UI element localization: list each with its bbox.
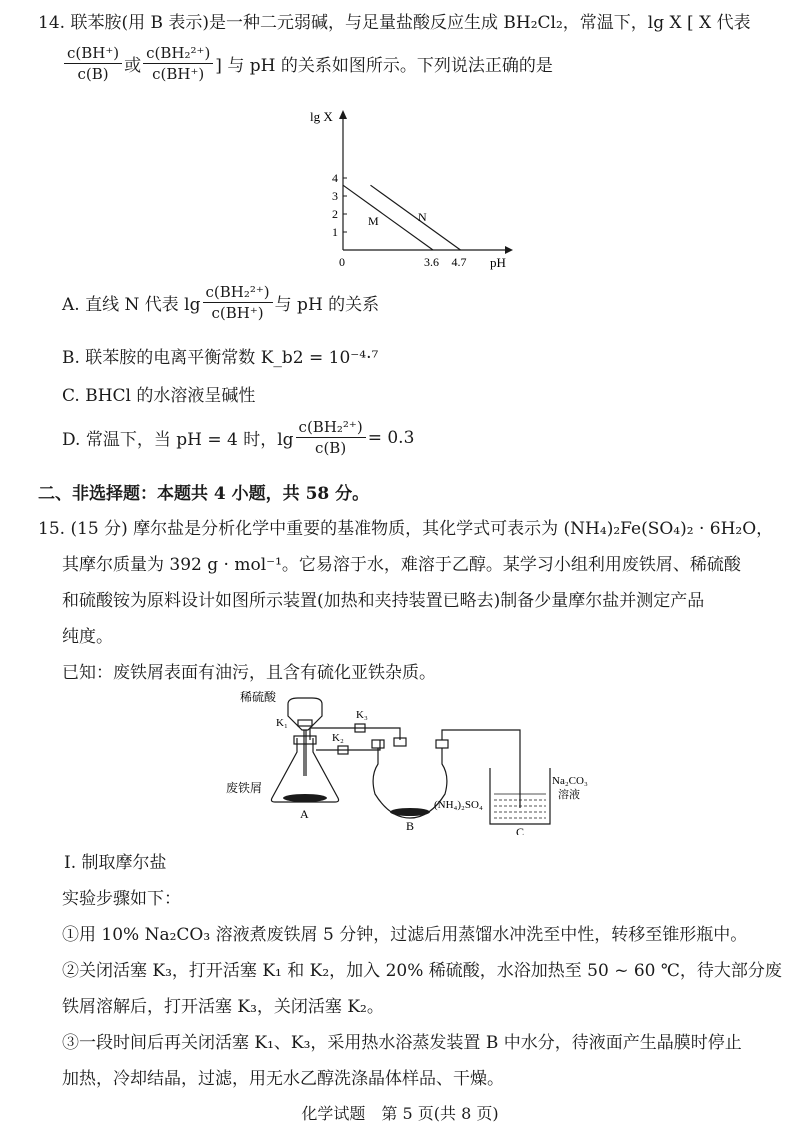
fraction-denominator: c(BH⁺)	[211, 304, 264, 322]
ammonium-sulfate-solution	[390, 808, 430, 816]
q14-line2-tail: ] 与 pH 的关系如图所示。下列说法正确的是	[215, 56, 553, 76]
series-label-n: N	[418, 210, 427, 225]
ammonium-label: (NH₄)₂SO₄	[434, 799, 483, 811]
y-axis-arrow	[339, 110, 347, 119]
k1-valve[interactable]	[298, 720, 312, 726]
label-b: B	[406, 819, 415, 833]
y-tick-label: 4	[332, 171, 338, 185]
option-b: B. 联苯胺的电离平衡常数 K_b2 = 10⁻⁴·⁷	[62, 348, 379, 368]
steps-title: 实验步骤如下：	[62, 889, 181, 909]
option-c: C. BHCl 的水溶液呈碱性	[62, 386, 256, 406]
x-tick-label: 3.6	[424, 255, 439, 269]
series-line-n	[371, 185, 461, 250]
q14-line1: 14. 联苯胺(用 B 表示)是一种二元弱碱，与足量盐酸反应生成 BH₂Cl₂，常温下，lg X [ X 代表	[38, 13, 751, 33]
x-axis-arrow	[505, 246, 513, 254]
x-tick-label: 4.7	[451, 255, 467, 269]
option-d-fraction	[296, 418, 366, 457]
flask-a	[271, 738, 338, 802]
q15-line4: 纯度。	[62, 627, 113, 647]
y-tick-label: 3	[332, 189, 338, 203]
step3-line1: ③一段时间后再关闭活塞 K₁、K₃，采用热水浴蒸发装置 B 中水分，待液面产生晶膜时停止	[62, 1033, 742, 1053]
fraction-denominator: c(B)	[77, 65, 109, 83]
option-d	[62, 418, 414, 457]
fraction-bh-over-b	[64, 44, 122, 83]
series-label-m: M	[368, 213, 379, 228]
separatory-funnel	[288, 698, 322, 730]
scrap-label: 废铁屑	[226, 781, 263, 795]
label-a: A	[300, 807, 309, 821]
q15-line1: 15. (15 分) 摩尔盐是分析化学中重要的基准物质，其化学式可表示为 (NH₄)₂Fe(SO₄)₂ · 6H₂O，	[38, 519, 774, 539]
part1-heading: Ⅰ. 制取摩尔盐	[64, 853, 167, 873]
apparatus-diagram	[220, 690, 600, 835]
na2co3-label: Na₂CO₃	[552, 775, 588, 787]
x-tick-label: 0	[339, 255, 345, 269]
option-a	[62, 283, 379, 322]
dilute-acid-label: 稀硫酸	[240, 690, 277, 704]
y-tick-label: 2	[332, 207, 338, 221]
q15-known: 已知：废铁屑表面有油污，且含有硫化亚铁杂质。	[62, 663, 436, 683]
y-axis-label: lg X	[310, 109, 333, 124]
k2-label: K₂	[332, 732, 344, 744]
y-tick-label: 1	[332, 225, 338, 239]
x-axis-label: pH	[490, 255, 506, 270]
q15-line3: 和硫酸铵为原料设计如图所示装置(加热和夹持装置已略去)制备少量摩尔盐并测定产品	[62, 591, 705, 611]
q14-line2	[62, 44, 553, 83]
fraction-numerator: c(BH⁺)	[64, 44, 122, 64]
label-c: C	[516, 825, 525, 835]
option-d-tail: = 0.3	[367, 427, 415, 448]
step2-line1: ②关闭活塞 K₃，打开活塞 K₁ 和 K₂，加入 20% 稀硫酸，水浴加热至 50 ~ 60 ℃，待大部分废	[62, 961, 782, 981]
step3-line2: 加热，冷却结晶，过滤，用无水乙醇洗涤晶体样品、干燥。	[62, 1069, 504, 1089]
step2-line2: 铁屑溶解后，打开活塞 K₃，关闭活塞 K₂。	[62, 997, 384, 1017]
solution-label: 溶液	[558, 789, 580, 801]
k3-label: K₃	[356, 709, 368, 721]
option-a-tail: 与 pH 的关系	[274, 295, 380, 315]
section2-heading: 二、非选择题：本题共 4 小题，共 58 分。	[38, 484, 370, 504]
iron-scrap-mass	[283, 794, 327, 802]
flask-b-stopper-right	[436, 740, 448, 748]
flask-b-stopper-left	[372, 740, 384, 748]
page-footer: 化学试题 第 5 页(共 8 页)	[301, 1104, 499, 1123]
fraction-bh2-over-bh	[143, 44, 213, 83]
option-a-prefix: A. 直线 N 代表 lg	[62, 295, 201, 315]
fraction-numerator: c(BH₂²⁺)	[296, 418, 366, 438]
option-a-fraction	[203, 283, 273, 322]
fraction-numerator: c(BH₂²⁺)	[203, 283, 273, 303]
fraction-numerator: c(BH₂²⁺)	[143, 44, 213, 64]
option-d-prefix: D. 常温下，当 pH = 4 时，lg	[62, 430, 294, 450]
step1: ①用 10% Na₂CO₃ 溶液煮废铁屑 5 分钟，过滤后用蒸馏水冲洗至中性，转移至锥形瓶中。	[62, 925, 748, 945]
fraction-denominator: c(BH⁺)	[152, 65, 205, 83]
tube-to-c	[442, 730, 520, 808]
k1-label: K₁	[276, 717, 288, 729]
lgx-ph-chart	[300, 105, 520, 275]
q15-line2: 其摩尔质量为 392 g · mol⁻¹。它易溶于水，难溶于乙醇。某学习小组利用废铁屑、稀硫酸	[62, 555, 741, 575]
or-text: 或	[124, 56, 142, 76]
fraction-denominator: c(B)	[315, 439, 347, 457]
